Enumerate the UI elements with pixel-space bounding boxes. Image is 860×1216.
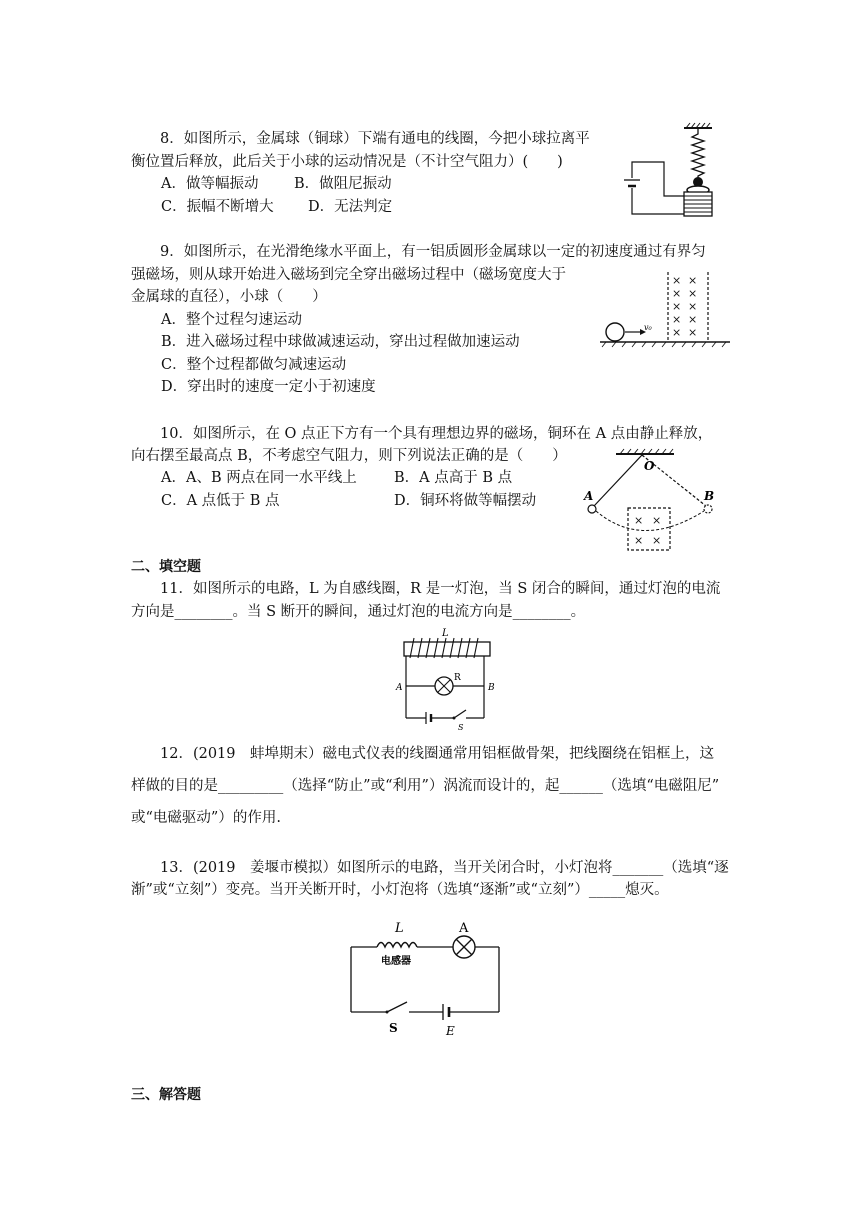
q9-option-b: B．进入磁场过程中球做减速运动，穿出过程做加速运动 xyxy=(161,334,520,350)
q13-circuit-figure xyxy=(345,918,505,1036)
svg-text:×: × xyxy=(672,300,682,313)
q10-line2: 向右摆至最高点 B，不考虑空气阻力，则下列说法正确的是（ ） xyxy=(131,448,567,464)
q10-option-d: D．铜环将做等幅摆动 xyxy=(394,493,537,509)
q13-line1: 13．(2019 姜堰市模拟）如图所示的电路，当开关闭合时，小灯泡将_______（选填“逐 xyxy=(160,860,729,876)
q13-label-s: S xyxy=(389,1021,398,1035)
svg-text:×: × xyxy=(688,326,698,339)
section-fill-in-heading: 二、填空题 xyxy=(131,559,201,575)
q12-line1: 12．(2019 蚌埠期末）磁电式仪表的线圈通常用铝框做骨架，把线圈绕在铝框上，这 xyxy=(160,746,715,762)
q9-option-a: A．整个过程匀速运动 xyxy=(161,312,302,328)
q10-line1: 10．如图所示，在 O 点正下方有一个具有理想边界的磁场，铜环在 A 点由静止释放， xyxy=(160,426,713,442)
q8-line2: 衡位置后释放，此后关于小球的运动情况是（不计空气阻力）( ) xyxy=(131,154,563,170)
q10-figure xyxy=(582,448,722,554)
svg-text:×: × xyxy=(634,534,644,547)
q13-line2: 渐”或“立刻”）变亮。当开关断开时，小灯泡将（选填“逐渐”或“立刻”）_____熄灭。 xyxy=(131,882,669,898)
q9-velocity-label: v₀ xyxy=(644,323,652,332)
q8-option-b: B．做阻尼振动 xyxy=(294,176,392,192)
svg-text:×: × xyxy=(634,514,644,527)
q8-option-c: C．振幅不断增大 xyxy=(161,199,274,215)
q11-label-r: R xyxy=(454,673,461,683)
q11-line1: 11．如图所示的电路，L 为自感线圈，R 是一灯泡，当 S 闭合的瞬间，通过灯泡的电流 xyxy=(160,581,721,597)
q11-label-l: L xyxy=(442,628,449,639)
svg-text:×: × xyxy=(688,313,698,326)
q9-option-c: C．整个过程都做匀减速运动 xyxy=(161,357,347,373)
svg-text:×: × xyxy=(652,534,662,547)
q9-line2: 强磁场，则从球开始进入磁场到完全穿出磁场过程中（磁场宽度大于 xyxy=(131,267,566,283)
q13-label-a: A xyxy=(459,921,469,936)
q11-label-s: S xyxy=(458,723,464,732)
svg-text:×: × xyxy=(672,326,682,339)
q11-circuit-figure xyxy=(392,624,504,732)
q13-inductor-label: 电感器 xyxy=(381,956,411,967)
q11-label-b: B xyxy=(488,683,495,693)
q12-line2: 样做的目的是_________（选择“防止”或“利用”）涡流而设计的，起______（选填“电磁阻尼” xyxy=(131,778,720,794)
q11-label-a: A xyxy=(396,683,403,693)
q13-label-e: E xyxy=(446,1024,455,1038)
svg-text:×: × xyxy=(688,274,698,287)
section-answer-heading: 三、解答题 xyxy=(131,1087,201,1103)
q10-point-o: O xyxy=(644,459,655,473)
q10-point-a: A xyxy=(584,489,594,503)
q9-line3: 金属球的直径），小球（ ） xyxy=(131,289,327,305)
q8-line1: 8．如图所示，金属球（铜球）下端有通电的线圈，今把小球拉离平 xyxy=(160,131,590,147)
q9-option-d: D．穿出时的速度一定小于初速度 xyxy=(161,379,376,395)
q8-figure xyxy=(620,122,730,222)
svg-text:×: × xyxy=(672,287,682,300)
q10-option-a: A．A、B 两点在同一水平线上 xyxy=(161,470,357,486)
q10-option-c: C．A 点低于 B 点 xyxy=(161,493,280,509)
q8-option-d: D．无法判定 xyxy=(308,199,393,215)
q12-line3: 或“电磁驱动”）的作用. xyxy=(131,810,281,826)
q13-label-l: L xyxy=(395,921,404,936)
q10-option-b: B．A 点高于 B 点 xyxy=(394,470,513,486)
q11-line2: 方向是________。当 S 断开的瞬间，通过灯泡的电流方向是________。 xyxy=(131,604,586,620)
svg-text:×: × xyxy=(688,300,698,313)
q10-point-b: B xyxy=(704,489,715,503)
q9-line1: 9．如图所示，在光滑绝缘水平面上，有一铝质圆形金属球以一定的初速度通过有界匀 xyxy=(160,244,706,260)
svg-text:×: × xyxy=(672,313,682,326)
svg-text:×: × xyxy=(652,514,662,527)
q9-figure xyxy=(598,268,733,350)
q8-option-a: A．做等幅振动 xyxy=(161,176,259,192)
svg-text:×: × xyxy=(672,274,682,287)
svg-text:×: × xyxy=(688,287,698,300)
